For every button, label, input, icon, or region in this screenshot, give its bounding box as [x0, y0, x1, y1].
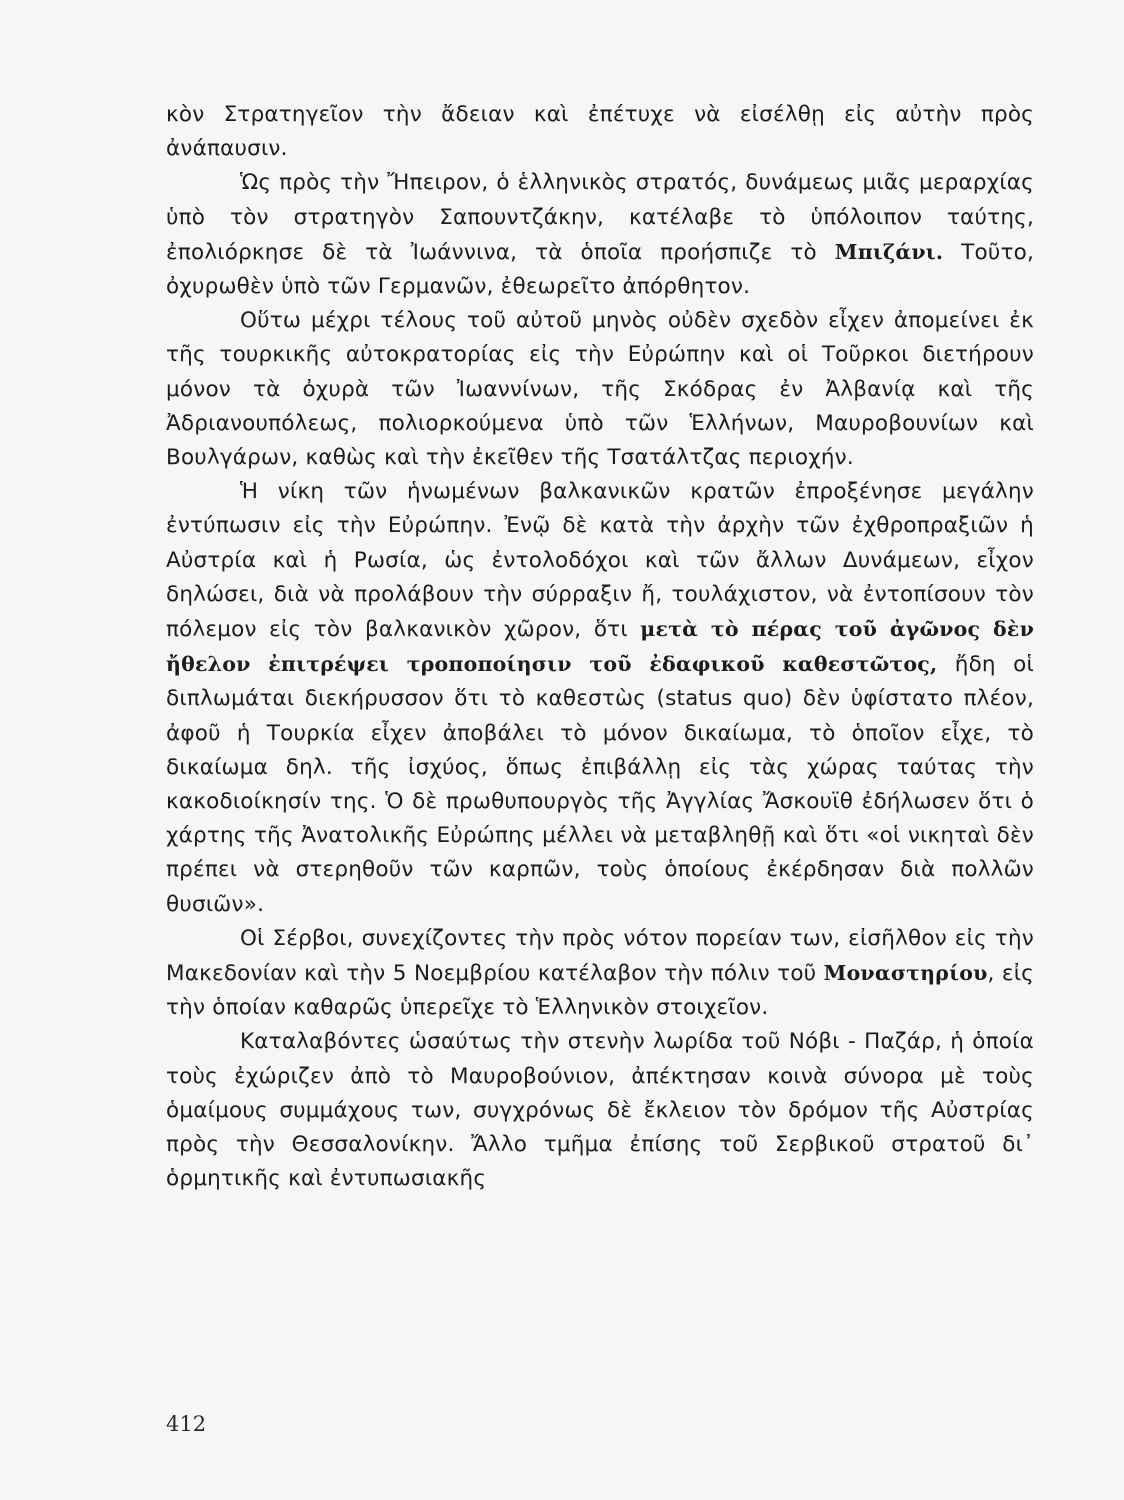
bold-text-run: Μοναστηρίου	[823, 961, 988, 986]
text-run: Τοῦτο, ὀχυρωθὲν ὑπὸ τῶν Γερμανῶν, ἐθεωρεῖτο ἀπόρθητον.	[166, 239, 1034, 300]
paragraph-5	[166, 922, 1034, 1026]
text-run: Καταλαβόντες ὡσαύτως τὴν στενὴν λωρίδα τοῦ Νόβι - Παζάρ, ἡ ὁποία τοὺς ἐχώριζεν ἀπὸ τὸ Μαυροβούνιον, ἀπέκτησαν κοινὰ σύνορα μὲ τοὺς ὁμαίμους συμμάχους των, συγχρόνως δὲ ἔκλειον τὸν δρόμον τῆς Αὐστρίας πρὸς τὴν Θεσσαλονίκην. Ἄλλο τμῆμα ἐπίσης τοῦ Σερβικοῦ στρατοῦ δι᾽ ὁρμητικῆς καὶ ἐντυπωσιακῆς	[166, 1029, 1034, 1192]
paragraph-3	[166, 304, 1034, 475]
text-run: , εἰς τὴν ὁποίαν καθαρῶς ὑπερεῖχε τὸ Ἑλληνικὸν στοιχεῖον.	[166, 961, 1034, 1021]
paragraph-6	[166, 1025, 1034, 1196]
page-number: 412	[166, 1412, 207, 1436]
text-run: κὸν Στρατηγεῖον τὴν ἄδειαν καὶ ἐπέτυχε νὰ εἰσέλθῃ εἰς αὐτὴν πρὸς ἀνάπαυσιν.	[166, 102, 1034, 162]
text-run: Οὕτω μέχρι τέλους τοῦ αὐτοῦ μηνὸς οὐδὲν σχεδὸν εἶχεν ἀπομείνει ἐκ τῆς τουρκικῆς αὐτοκρατορίας εἰς τὴν Εὐρώπην καὶ οἱ Τοῦρκοι διετήρουν μόνον τὰ ὀχυρὰ τῶν Ἰωαννίνων, τῆς Σκόδρας ἐν Ἀλβανίᾳ καὶ τῆς Ἀδριανουπόλεως, πολιορκούμενα ὑπὸ τῶν Ἑλλήνων, Μαυροβουνίων καὶ Βουλγάρων, καθὼς καὶ τὴν ἐκεῖθεν τῆς Τσατάλτζας περιοχήν.	[166, 308, 1034, 471]
text-run: ἤδη οἱ διπλωμάται διεκήρυσσον ὅτι τὸ καθεστὼς (status quo) δὲν ὑφίστατο πλέον, ἀφοῦ ἡ Τουρκία εἶχεν ἀποβάλει τὸ μόνον δικαίωμα, τὸ ὁποῖον εἶχε, τὸ δικαίωμα δηλ. τῆς ἰσχύος, ὅπως ἐπιβάλλῃ εἰς τὰς χώρας ταύτας τὴν κακοδιοίκησίν της. Ὁ δὲ πρωθυπουργὸς τῆς Ἀγγλίας Ἄσκουϊθ ἐδήλωσεν ὅτι ὁ χάρτης τῆς Ἀνατολικῆς Εὐρώπης μέλλει νὰ μεταβληθῇ καὶ ὅτι «οἱ νικηταὶ δὲν πρέπει νὰ στερηθοῦν τῶν καρπῶν, τοὺς ὁποίους ἐκέρδησαν διὰ πολλῶν θυσιῶν».	[166, 652, 1034, 917]
paragraph-1	[166, 98, 1034, 166]
text-run: Ἡ νίκη τῶν ἡνωμένων βαλκανικῶν κρατῶν ἐπροξένησε μεγάλην ἐντύπωσιν εἰς τὴν Εὐρώπην. Ἐνῷ δὲ κατὰ τὴν ἀρχὴν τῶν ἐχθροπραξιῶν ἡ Αὐστρία καὶ ἡ Ρωσία, ὡς ἐντολοδόχοι καὶ τῶν ἄλλων Δυνάμεων, εἶχον δηλώσει, διὰ νὰ προλάβουν τὴν σύρραξιν ἤ, τουλάχιστον, νὰ ἐντοπίσουν τὸν πόλεμον εἰς τὸν βαλκανικὸν χῶρον, ὅτι	[166, 479, 1034, 643]
page-body	[166, 98, 1034, 1197]
text-run: Ὡς πρὸς τὴν Ἤπειρον, ὁ ἑλληνικὸς στρατός, δυνάμεως μιᾶς μεραρχίας ὑπὸ τὸν στρατηγὸν Σαπουντζάκην, κατέλαβε τὸ ὑπόλοιπον ταύτης, ἐπολιόρκησε δὲ τὰ Ἰωάννινα, τὰ ὁποῖα προήσπιζε τὸ	[166, 170, 1034, 265]
text-run: Οἱ Σέρβοι, συνεχίζοντες τὴν πρὸς νότον πορείαν των, εἰσῆλθον εἰς τὴν Μακεδονίαν καὶ τὴν 5 Νοεμβρίου κατέλαβον τὴν πόλιν τοῦ	[166, 925, 1034, 987]
bold-text-run: μετὰ τὸ πέρας τοῦ ἀγῶνος δὲν ἤθελον ἐπιτρέψει τροποποίησιν τοῦ ἐδαφικοῦ καθεστῶτος,	[166, 617, 1034, 677]
paragraph-4	[166, 475, 1034, 922]
bold-text-run: Μπιζάνι.	[834, 239, 944, 264]
paragraph-2	[166, 166, 1034, 304]
